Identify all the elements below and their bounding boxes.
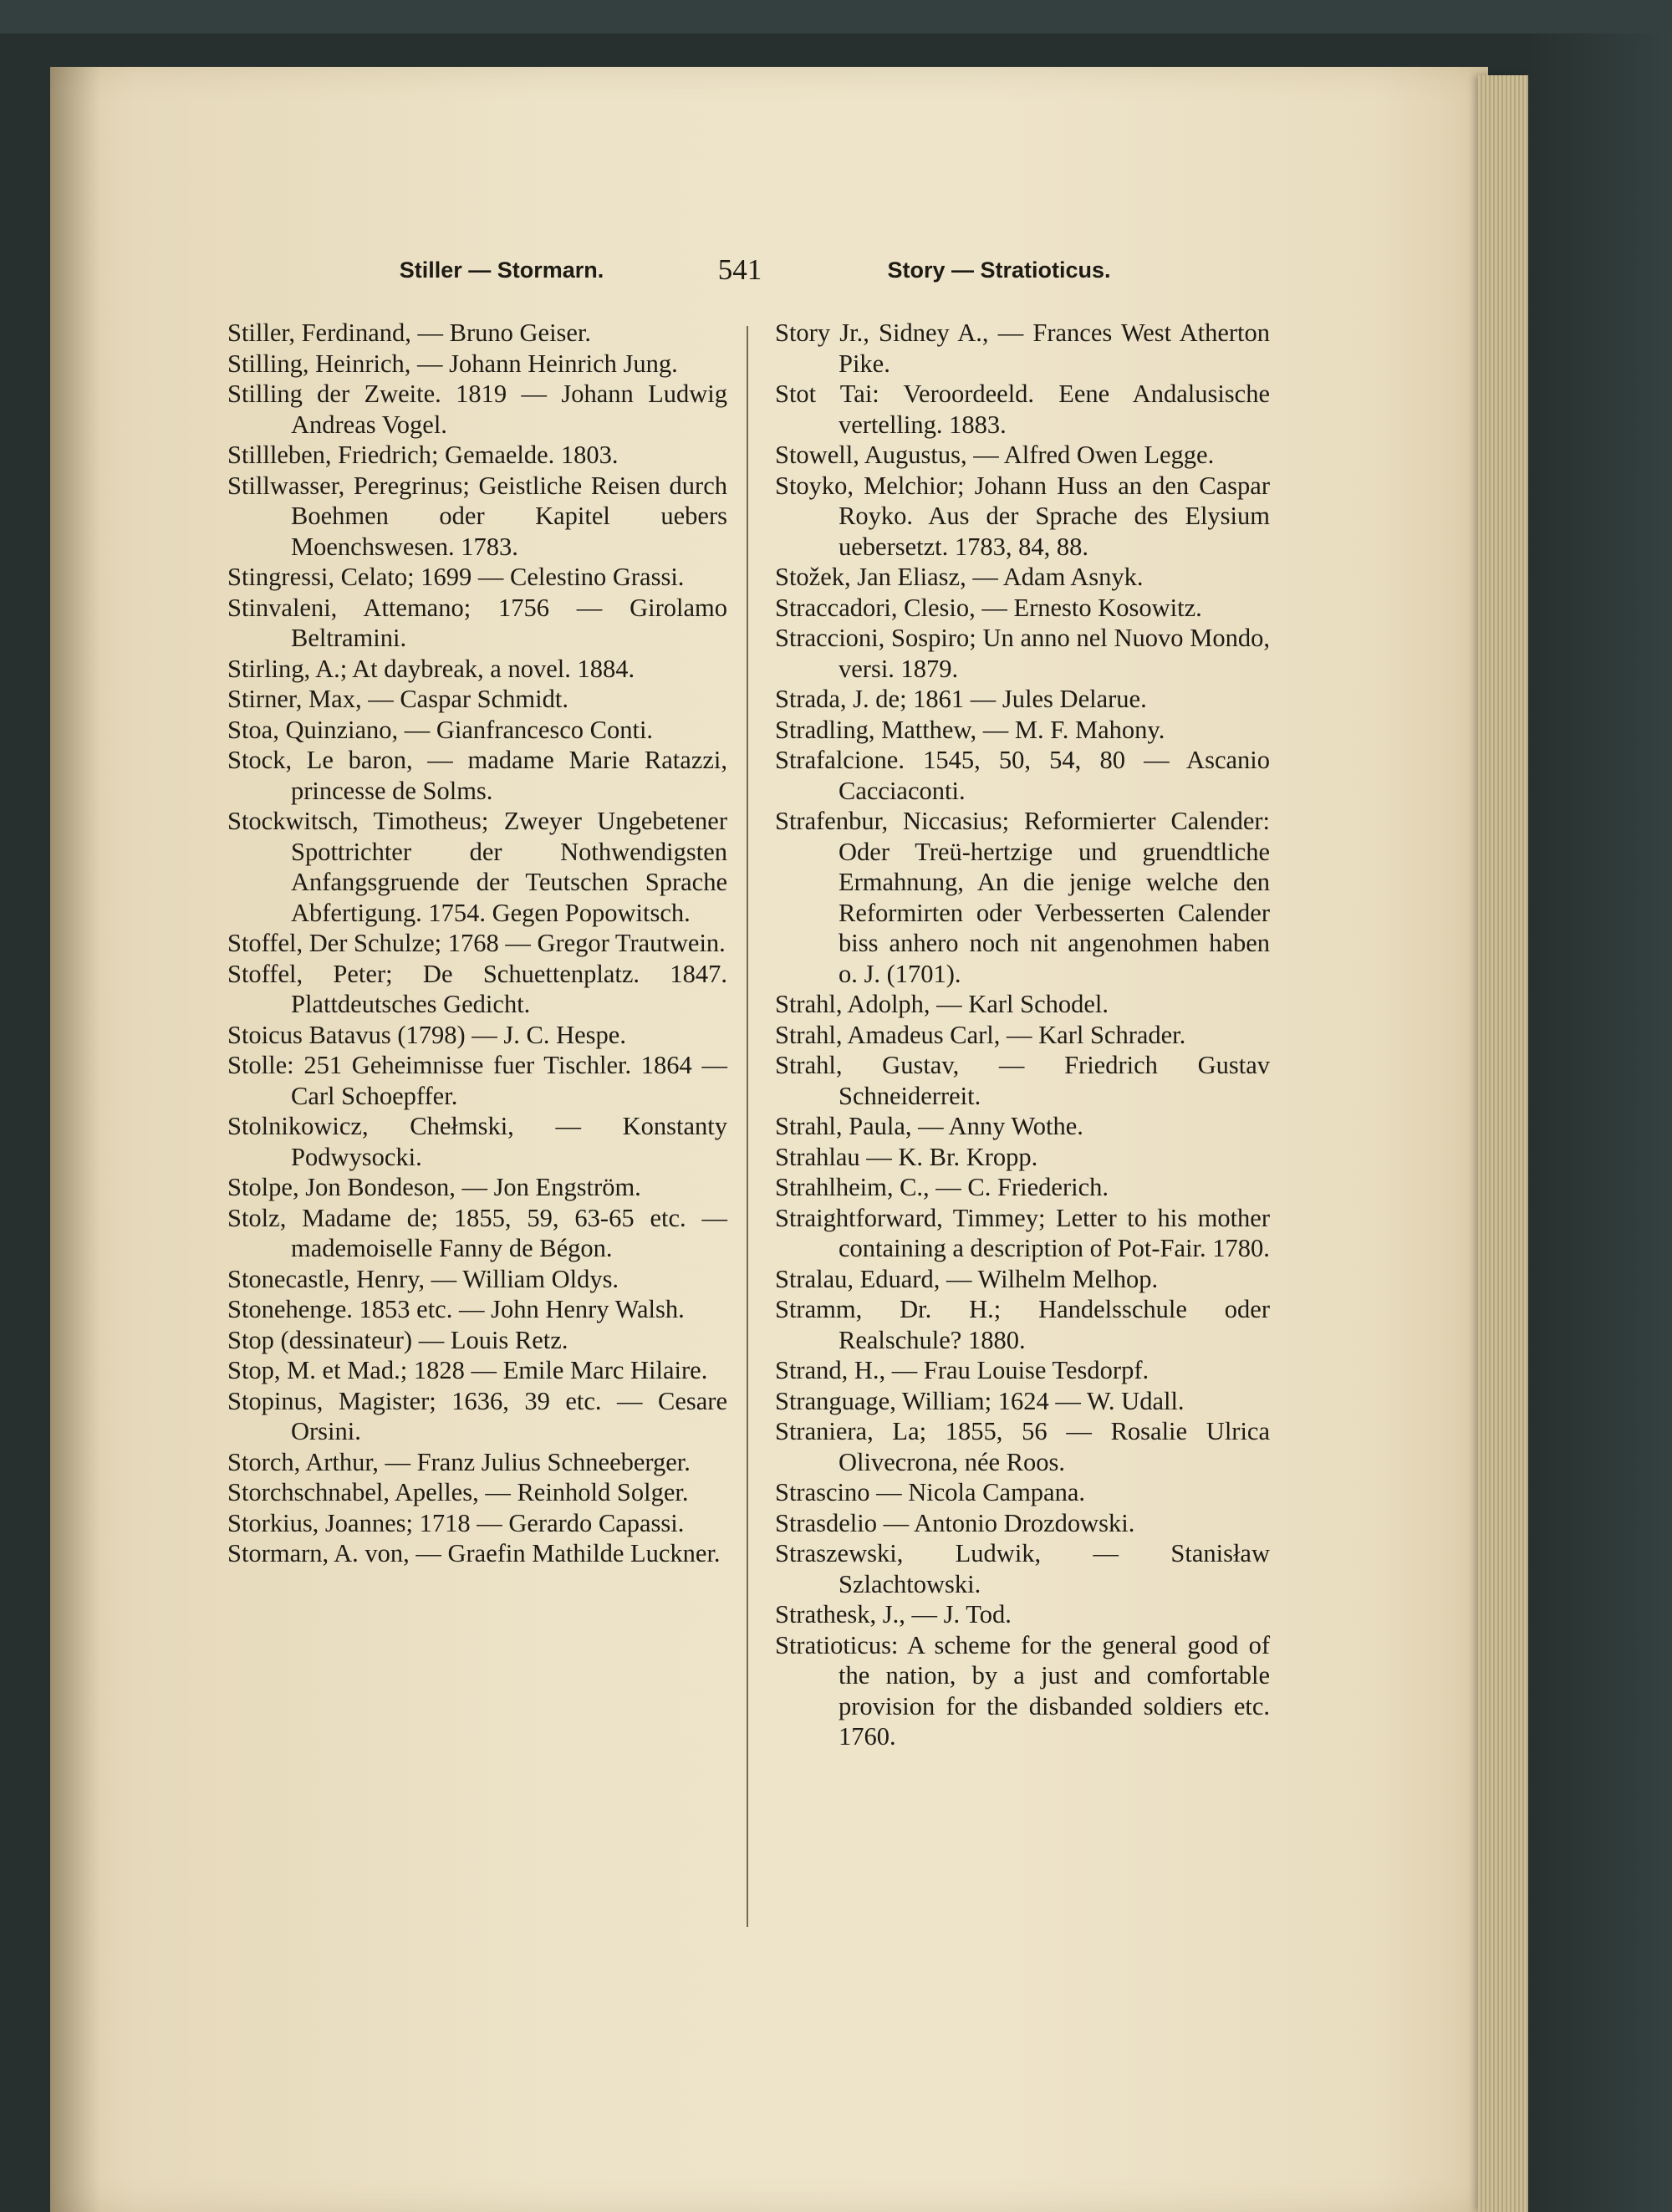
index-entry: Stockwitsch, Timotheus; Zweyer Ungebetener Spottrichter der Nothwendigsten Anfangsgruende der Teutschen Sprache Abfertigung. 1754. Gegen Popowitsch. <box>227 807 727 927</box>
index-entry: Strahlheim, C., — C. Friederich. <box>775 1173 1109 1201</box>
index-entry: Strasdelio — Antonio Drozdowski. <box>775 1508 1135 1537</box>
index-entry: Storch, Arthur, — Franz Julius Schneeberger. <box>227 1447 691 1476</box>
index-entry: Stock, Le baron, — madame Marie Ratazzi, princesse de Solms. <box>227 746 727 805</box>
index-entry: Stolz, Madame de; 1855, 59, 63-65 etc. — mademoiselle Fanny de Bégon. <box>227 1203 727 1262</box>
page-gutter-shadow <box>50 67 100 2212</box>
index-entry: Stramm, Dr. H.; Handelsschule oder Realschule? 1880. <box>775 1295 1270 1354</box>
left-column <box>227 318 727 1569</box>
index-entry: Stilling der Zweite. 1819 — Johann Ludwig Andreas Vogel. <box>227 380 727 439</box>
index-entry: Stolnikowicz, Chełmski, — Konstanty Podwysocki. <box>227 1112 727 1171</box>
index-entry: Stirling, A.; At daybreak, a novel. 1884. <box>227 654 635 683</box>
index-entry: Stop, M. et Mad.; 1828 — Emile Marc Hilaire. <box>227 1356 708 1384</box>
index-entry: Stožek, Jan Eliasz, — Adam Asnyk. <box>775 563 1144 591</box>
index-entry: Stranguage, William; 1624 — W. Udall. <box>775 1386 1185 1415</box>
index-entry: Stop (dessinateur) — Louis Retz. <box>227 1325 568 1354</box>
index-entry: Strahl, Amadeus Carl, — Karl Schrader. <box>775 1020 1186 1049</box>
index-entry: Strascino — Nicola Campana. <box>775 1478 1085 1506</box>
index-entry: Stonecastle, Henry, — William Oldys. <box>227 1264 619 1293</box>
index-entry: Straniera, La; 1855, 56 — Rosalie Ulrica Olivecrona, née Roos. <box>775 1417 1270 1476</box>
column-divider <box>747 326 748 1927</box>
page-fore-edges <box>1478 75 1528 2212</box>
index-entry: Strada, J. de; 1861 — Jules Delarue. <box>775 685 1147 713</box>
index-entry: Stingressi, Celato; 1699 — Celestino Grassi. <box>227 563 685 591</box>
page-number: 541 <box>717 253 762 286</box>
index-entry: Strafenbur, Niccasius; Reformierter Calender: Oder Treü-hertzige und gruendtliche Ermahnung, An die jenige welche den Reformirten oder Verbesserten Calender biss anhero noch nit angenohmen haben o. J. (1701). <box>775 807 1270 988</box>
index-entry: Stilling, Heinrich, — Johann Heinrich Jung. <box>227 349 678 378</box>
index-entry: Storkius, Joannes; 1718 — Gerardo Capassi. <box>227 1508 685 1537</box>
index-entry: Storchschnabel, Apelles, — Reinhold Solger. <box>227 1478 689 1506</box>
index-entry: Strahl, Gustav, — Friedrich Gustav Schneiderreit. <box>775 1051 1270 1110</box>
index-entry: Stillleben, Friedrich; Gemaelde. 1803. <box>227 441 619 469</box>
index-entry: Straszewski, Ludwik, — Stanisław Szlachtowski. <box>775 1539 1270 1598</box>
index-entry: Stiller, Ferdinand, — Bruno Geiser. <box>227 319 592 347</box>
index-entry: Straightforward, Timmey; Letter to his mother containing a description of Pot-Fair. 1780. <box>775 1203 1270 1262</box>
index-entry: Stolpe, Jon Bondeson, — Jon Engström. <box>227 1173 641 1201</box>
index-entry: Stratioticus: A scheme for the general good of the nation, by a just and comfortable provision for the disbanded soldiers etc. 1760. <box>775 1630 1270 1751</box>
index-entry: Stonehenge. 1853 etc. — John Henry Walsh. <box>227 1295 685 1323</box>
index-entry: Strafalcione. 1545, 50, 54, 80 — Ascanio Cacciaconti. <box>775 746 1270 805</box>
index-entry: Strand, H., — Frau Louise Tesdorpf. <box>775 1356 1150 1384</box>
right-column <box>775 318 1270 1752</box>
index-entry: Stoa, Quinziano, — Gianfrancesco Conti. <box>227 715 654 744</box>
index-entry: Stoffel, Der Schulze; 1768 — Gregor Trautwein. <box>227 929 726 957</box>
index-entry: Stoffel, Peter; De Schuettenplatz. 1847. Plattdeutsches Gedicht. <box>227 959 727 1018</box>
index-entry: Stowell, Augustus, — Alfred Owen Legge. <box>775 441 1215 469</box>
index-entry: Story Jr., Sidney A., — Frances West Atherton Pike. <box>775 319 1270 378</box>
index-entry: Stolle: 251 Geheimnisse fuer Tischler. 1864 — Carl Schoepffer. <box>227 1051 727 1110</box>
index-entry: Stormarn, A. von, — Graefin Mathilde Luckner. <box>227 1539 721 1567</box>
index-entry: Stopinus, Magister; 1636, 39 etc. — Cesare Orsini. <box>227 1386 727 1445</box>
index-entry: Stirner, Max, — Caspar Schmidt. <box>227 685 568 713</box>
index-entry: Straccioni, Sospiro; Un anno nel Nuovo Mondo, versi. 1879. <box>775 624 1270 683</box>
index-entry: Stillwasser, Peregrinus; Geistliche Reisen durch Boehmen oder Kapitel uebers Moenchswesen. 1783. <box>227 471 727 561</box>
index-entry: Stoicus Batavus (1798) — J. C. Hespe. <box>227 1020 626 1049</box>
index-entry: Stinvaleni, Attemano; 1756 — Girolamo Beltramini. <box>227 593 727 652</box>
index-entry: Stradling, Matthew, — M. F. Mahony. <box>775 715 1165 744</box>
index-entry: Strathesk, J., — J. Tod. <box>775 1600 1012 1628</box>
index-entry: Strahl, Paula, — Anny Wothe. <box>775 1112 1083 1140</box>
index-entry: Stralau, Eduard, — Wilhelm Melhop. <box>775 1264 1159 1293</box>
index-entry: Straccadori, Clesio, — Ernesto Kosowitz. <box>775 593 1202 622</box>
index-entry: Stoyko, Melchior; Johann Huss an den Caspar Royko. Aus der Sprache des Elysium uebersetzt. 1783, 84, 88. <box>775 471 1270 561</box>
index-entry: Strahlau — K. Br. Kropp. <box>775 1142 1038 1171</box>
running-head-left: Stiller — Stormarn. <box>399 257 604 283</box>
index-entry: Strahl, Adolph, — Karl Schodel. <box>775 990 1109 1018</box>
index-entry: Stot Tai: Veroordeeld. Eene Andalusische vertelling. 1883. <box>775 380 1270 439</box>
running-head-right: Story — Stratioticus. <box>887 257 1111 283</box>
book-cover-right <box>1528 33 1672 2212</box>
